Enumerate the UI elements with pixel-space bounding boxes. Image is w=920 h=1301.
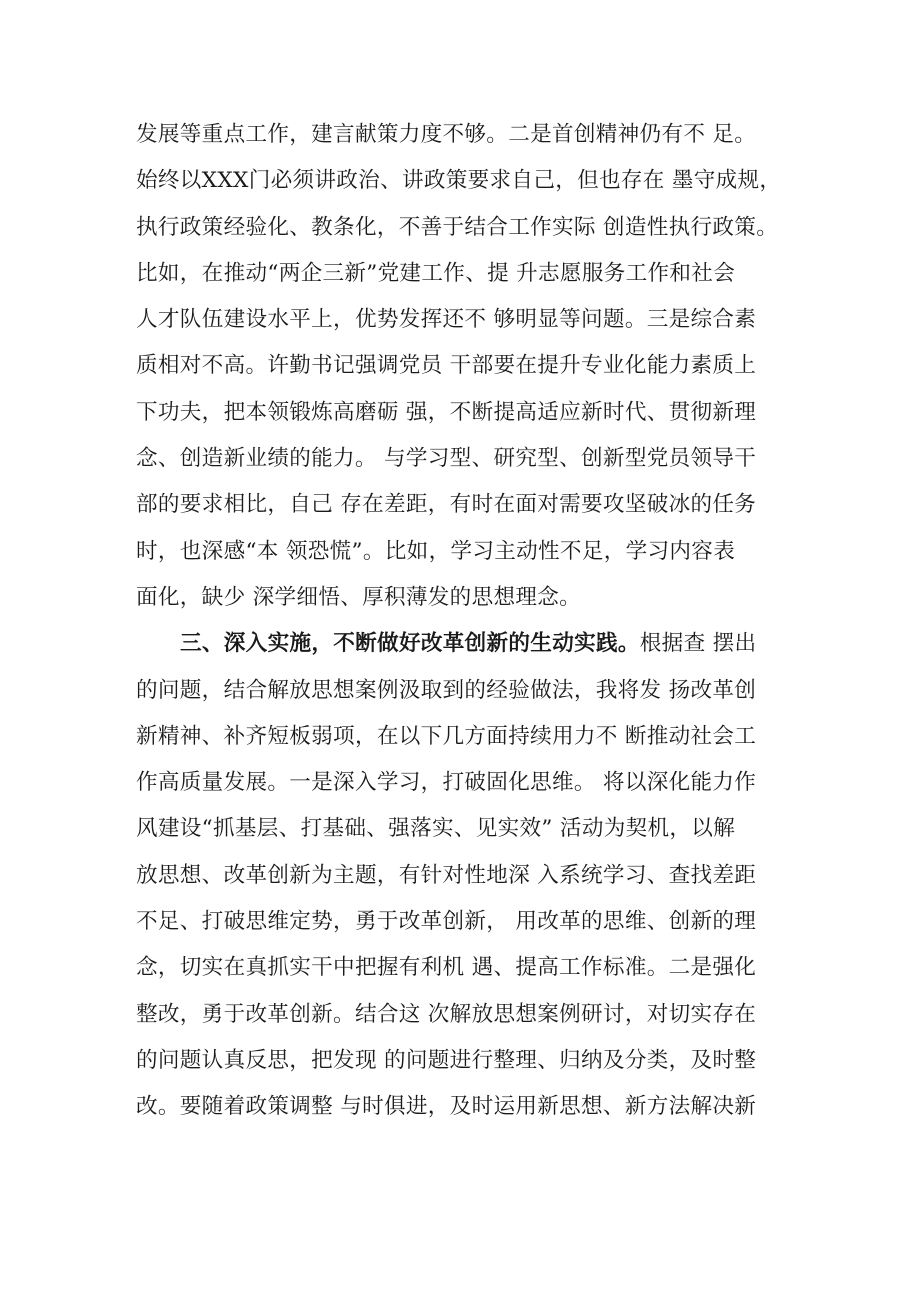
text-line: 时，也深感“本 领恐慌”。比如，学习主动性不足，学习内容表 bbox=[136, 538, 736, 564]
text-line: 新精神、补齐短板弱项，在以下几方面持续用力不 断推动社会工 bbox=[136, 723, 757, 749]
text-line: 整改，勇于改革创新。结合这 次解放思想案例研讨，对切实存在 bbox=[136, 1001, 757, 1027]
text-line: 作高质量发展。一是深入学习，打破固化思维。 将以深化能力作 bbox=[136, 770, 757, 796]
text-line: 风建设“抓基层、打基础、强落实、见实效” 活动为契机，以解 bbox=[136, 816, 736, 842]
section-heading-continuation: 根据查 摆出 bbox=[639, 631, 757, 657]
document-body bbox=[136, 112, 796, 1131]
text-line: 下功夫，把本领锻炼高磨砺 强，不断提高适应新时代、贯彻新理 bbox=[136, 399, 757, 425]
section-heading-line bbox=[136, 621, 796, 667]
text-line: 的问题，结合解放思想案例汲取到的经验做法，我将发 扬改革创 bbox=[136, 677, 757, 703]
text-line: 质相对不高。许勤书记强调党员 干部要在提升专业化能力素质上 bbox=[136, 353, 757, 379]
text-line: 放思想、改革创新为主题，有针对性地深 入系统学习、查找差距 bbox=[136, 862, 757, 888]
text-line: 面化，缺少 深学细悟、厚积薄发的思想理念。 bbox=[136, 584, 582, 610]
text-line: 比如，在推动“两企三新”党建工作、提 升志愿服务工作和社会 bbox=[136, 260, 736, 286]
section-heading: 三、深入实施，不断做好改革创新的生动实践。 bbox=[180, 631, 640, 657]
text-line: 念，切实在真抓实干中把握有利机 遇、提高工作标准。二是强化 bbox=[136, 955, 757, 981]
text-line: 人才队伍建设水平上，优势发挥还不 够明显等问题。三是综合素 bbox=[136, 307, 757, 333]
text-line: 的问题认真反思，把发现 的问题进行整理、归纳及分类，及时整 bbox=[136, 1047, 757, 1073]
text-line: 部的要求相比，自己 存在差距，有时在面对需要攻坚破冰的任务 bbox=[136, 492, 757, 518]
text-line: 始终以XXX门必须讲政治、讲政策要求自己，但也存在 墨守成规， bbox=[136, 168, 782, 194]
text-line: 执行政策经验化、教条化，不善于结合工作实际 创造性执行政策。 bbox=[136, 214, 779, 240]
text-line: 不足、打破思维定势，勇于改革创新， 用改革的思维、创新的理 bbox=[136, 909, 757, 935]
text-line: 发展等重点工作，建言献策力度不够。二是首创精神仍有不 足。 bbox=[136, 122, 757, 147]
text-line: 改。要随着政策调整 与时俱进，及时运用新思想、新方法解决新 bbox=[136, 1094, 757, 1120]
text-line: 念、创造新业绩的能力。 与学习型、研究型、创新型党员领导干 bbox=[136, 446, 757, 472]
